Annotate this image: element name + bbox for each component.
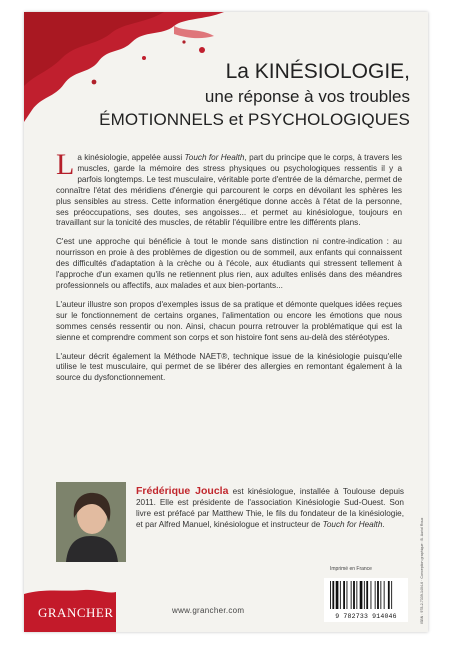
barcode-bar bbox=[384, 581, 385, 609]
blurb-paragraph-3: L'auteur illustre son propos d'exemples issus de sa pratique et démonte quelques idées reçues sur le fonctionnement de certains organes, l'alimentation ou encore les émotions que nous sommes censés ressentir ou non. Ainsi, chacun pourra retrouver la problématique qui est la sienne et comprendre comment son corps et son histoire font sens au-delà des stéréotypes. bbox=[56, 299, 402, 342]
author-bio bbox=[136, 486, 404, 530]
barcode-bar bbox=[343, 581, 345, 609]
blurb-text bbox=[56, 148, 403, 392]
barcode-bar bbox=[340, 581, 341, 609]
barcode-bar bbox=[391, 581, 392, 609]
p1-rest: , part du principe que le corps, à travers les muscles, garde la mémoire des stress physiques ou psychologiques ressentis il y a parfois longtemps. Le test musculaire, véritable porte d'entrée de la démarche, permet de connaître l'état des méridiens d'énergie qui parcourent le corps en dévoilant les sphères les plus sensibles au stress. Cette information énergétique donne accès à l'état de la personne, ses préoccupations, ses doutes, ses angoisses... et permet au kinésiologue, toujours en travaillant sur la tonicité des muscles, de rétablir l'équilibre entre les différents plans. bbox=[56, 153, 403, 228]
barcode-bars bbox=[324, 578, 408, 612]
barcode-bar bbox=[366, 581, 368, 609]
barcode-bar bbox=[377, 581, 379, 609]
barcode-bar bbox=[356, 581, 357, 609]
publisher-logo: GRANCHER bbox=[38, 605, 114, 620]
title-line-1: La KINÉSIOLOGIE, bbox=[225, 60, 410, 83]
printed-in-label: Imprimé en France bbox=[330, 566, 372, 572]
book-back-cover bbox=[24, 12, 428, 632]
blurb-paragraph-4: L'auteur décrit également la Méthode NAET®, technique issue de la kinésiologie puisqu'elle utilise le test musculaire, qui permet de se libérer des allergies en remontant également à la source du dysfonctionnement. bbox=[56, 351, 402, 383]
barcode-bar bbox=[371, 581, 372, 609]
p1-italic: Touch for Health bbox=[184, 153, 245, 162]
blurb-paragraph-1 bbox=[56, 148, 403, 229]
barcode-bar bbox=[353, 581, 355, 609]
barcode-bar bbox=[364, 581, 365, 609]
title-line-2: une réponse à vos troubles bbox=[204, 87, 410, 106]
barcode-bar bbox=[351, 581, 352, 609]
author-photo bbox=[56, 482, 126, 562]
barcode-bar bbox=[347, 581, 348, 609]
barcode-bar bbox=[360, 581, 363, 609]
author-bio-end: . bbox=[382, 520, 385, 529]
title-line-3: ÉMOTIONNELS et PSYCHOLOGIQUES bbox=[99, 110, 410, 129]
p1-lead: a kinésiologie, appelée aussi bbox=[77, 153, 185, 162]
author-name: Frédérique Joucla bbox=[136, 485, 229, 497]
barcode-bar bbox=[375, 581, 376, 609]
book-title bbox=[99, 58, 410, 131]
author-bio-text: est kinésiologue, installée à Toulouse depuis 2011. Elle est présidente de l'association Kinésiologie Sud-Ouest. Son livre est préfacé par Matthew Thie, le fils du fondateur de la kinésiologie, et par Alfred Manuel, kinésiologue et instructeur de bbox=[136, 487, 404, 529]
isbn-digits: 9 782733 914046 bbox=[335, 613, 397, 620]
vertical-credits: ISBN : 978-2-7339-1404-6 · Conception graphique : B. Auriol Roux bbox=[420, 517, 424, 624]
barcode-bar bbox=[380, 581, 381, 609]
blurb-paragraph-2: C'est une approche qui bénéficie à tout le monde sans distinction ni contre-indication : au nourrisson en proie à des problèmes de digestion ou de sommeil, aux enfants qui connaissent des difficultés d'adaptation à la crèche ou à l'école, aux étudiants qui stressent tellement à l'approche d'un examen qu'ils ne retiennent plus rien, aux adultes enlisés dans des méandres professionnels ou affectifs, aux malades et aux bien-portants... bbox=[56, 237, 402, 290]
drop-cap: L bbox=[56, 148, 75, 181]
barcode-bar bbox=[336, 581, 339, 609]
author-bio-italic: Touch for Health bbox=[322, 520, 383, 529]
isbn-barcode bbox=[324, 578, 408, 622]
publisher-website: www.grancher.com bbox=[172, 606, 245, 615]
barcode-bar bbox=[330, 581, 331, 609]
barcode-bar bbox=[332, 581, 334, 609]
barcode-bar bbox=[388, 581, 390, 609]
